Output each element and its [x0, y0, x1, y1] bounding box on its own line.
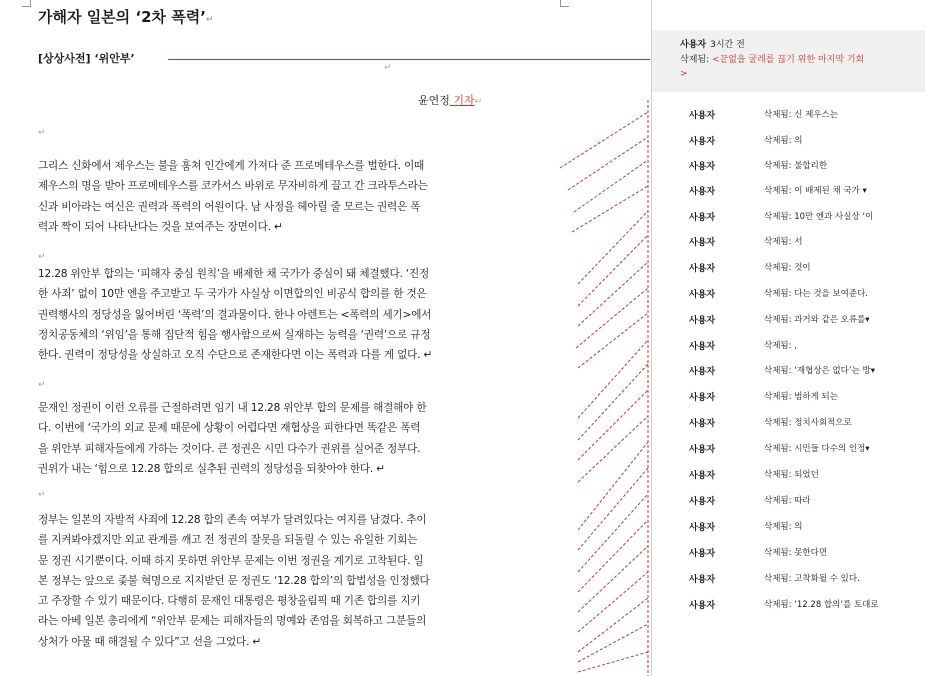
comment-balloon[interactable] — [652, 134, 925, 154]
connector-line — [578, 313, 648, 368]
comment-text: 삭제됨: 따라 — [764, 496, 811, 506]
comment-text: 삭제됨: 것이 — [764, 263, 811, 273]
comment-author: 사용자 — [689, 549, 716, 559]
text-line: 정치공동체의 ‘위임’을 통해 집단적 힘을 행사함으로써 실재하는 능력을 ‘권력’으로 규정 — [38, 328, 431, 341]
section-label[interactable]: [상상사전] ‘위안부’ — [38, 52, 135, 65]
comment-author: 사용자 — [689, 445, 716, 455]
comment-balloon[interactable] — [652, 572, 925, 592]
text-line: 그리스 신화에서 제우스는 불을 훔쳐 인간에게 가져다 준 프로메테우스를 벌한다. 이때 — [38, 160, 425, 172]
comment-author: 사용자 — [689, 316, 716, 326]
byline-author: 윤연정 — [418, 94, 450, 107]
text-line: 를 지켜봐야겠지만 외교 관계를 깨고 전 정권의 잘못을 되돌릴 수 있는 유일한 기회는 — [38, 534, 418, 547]
comment-text: 삭제됨: <끝없을 굴레를 끊기 위한 마지막 기회 > — [680, 55, 865, 79]
comment-author: 사용자 — [689, 162, 716, 172]
text-line: 제우스의 명을 받아 프로메테우스를 코카서스 바위로 무자비하게 끌고 간 크라투스라는 — [38, 180, 428, 193]
connector-line — [578, 211, 648, 284]
byline[interactable]: 윤연정 기자↵ — [418, 94, 483, 107]
comment-balloon[interactable] — [652, 313, 925, 333]
text-line: 라는 아베 일본 총리에게 “위안부 문제는 피해자들의 명예와 존엄을 회복하고 그분들의 — [38, 615, 427, 628]
paragraph-mark: ↵ — [38, 252, 46, 262]
comment-author: 사용자 — [689, 419, 716, 429]
markup-pane[interactable] — [651, 0, 925, 676]
comment-author: 사용자 — [680, 40, 707, 50]
connector-line — [578, 235, 648, 306]
comment-text: 삭제됨: 정치사회적으로 — [764, 418, 852, 428]
comment-balloon[interactable] — [652, 261, 925, 281]
inserted-text[interactable]: 기자 — [449, 94, 475, 107]
text-line: 력과 짝이 되어 나타난다는 것을 보여주는 장면이다. ↵ — [38, 220, 283, 233]
comment-author: 사용자 — [689, 213, 716, 223]
comment-author: 사용자 — [689, 342, 716, 352]
comment-author: 사용자 — [689, 264, 716, 274]
comment-text: 삭제됨: ‘재협상은 없다’는 방▾ — [764, 366, 875, 376]
text-line: 정부는 일본의 자발적 사죄에 12.28 합의 존속 여부가 달려있다는 여지를 남겼다. 추이 — [38, 514, 427, 526]
comment-balloon[interactable] — [652, 339, 925, 359]
connector-line — [578, 262, 648, 326]
text-line: 12.28 위안부 합의는 ‘피해자 중심 원칙’을 배제한 채 국가가 중심이 돼 체결했다. ‘진정 — [38, 268, 430, 280]
comment-text: 삭제됨: 고착화될 수 있다. — [764, 574, 860, 584]
comment-balloon[interactable] — [652, 468, 925, 488]
comment-balloon[interactable] — [652, 494, 925, 514]
comment-text: 삭제됨: 못한다면 — [764, 548, 828, 558]
comment-text: 삭제됨: 서 — [764, 237, 803, 247]
comment-text: 삭제됨: 범하게 되는 — [764, 392, 838, 402]
paragraph-mark: ↵ — [384, 63, 392, 73]
balloon-selected[interactable] — [652, 30, 925, 92]
comment-balloon[interactable] — [652, 210, 925, 230]
text-line: 신과 비아라는 여신은 권력과 폭력의 어원이다. 남 사정을 헤아릴 줄 모르는 권력은 폭 — [38, 200, 421, 213]
connector-line — [578, 624, 648, 662]
comment-text: 삭제됨: 의 — [764, 136, 803, 146]
connector-line — [572, 186, 648, 232]
comment-balloon[interactable] — [652, 287, 925, 307]
comment-text: 삭제됨: , — [764, 341, 797, 351]
text-line: 을 위안부 피해자들에게 가하는 것이다. 큰 정권은 시민 다수가 권위를 실어준 정부다. — [38, 442, 421, 455]
connector-line — [578, 598, 648, 652]
paragraph-mark: ↵ — [38, 490, 46, 500]
comment-balloon[interactable] — [652, 546, 925, 566]
comment-author: 사용자 — [689, 367, 716, 377]
connector-line — [578, 468, 648, 550]
connector-line — [578, 442, 648, 530]
connector-line — [574, 160, 648, 212]
comment-balloon[interactable] — [652, 442, 925, 462]
comment-author: 사용자 — [689, 575, 716, 585]
paragraph-mark: ↵ — [38, 380, 46, 390]
connector-line — [578, 364, 648, 440]
comment-text: 삭제됨: 다는 것을 보여준다. — [764, 289, 868, 299]
connector-line — [578, 494, 648, 572]
comment-balloon[interactable] — [652, 159, 925, 179]
comment-author: 사용자 — [689, 601, 716, 611]
comment-balloon[interactable] — [652, 390, 925, 410]
text-line: 문 정권 시기뿐이다. 이때 하지 못하면 위안부 문제는 이번 정권을 계기로 고착된다. 일 — [38, 554, 424, 567]
comment-author: 사용자 — [689, 187, 716, 197]
connector-line — [578, 340, 648, 418]
paragraph-mark: ↵ — [38, 128, 46, 138]
comment-author: 사용자 — [689, 393, 716, 403]
comment-text: 삭제됨: 불합리한 — [764, 161, 828, 171]
connector-line — [560, 112, 648, 168]
comment-text: 삭제됨: ‘12.28 합의’를 토대로 — [764, 600, 879, 610]
comment-balloon[interactable] — [652, 108, 925, 128]
text-line: 고 주장할 수 있기 때문이다. 다행히 문재인 대통령은 평창올림픽 때 기존 합의를 지키 — [38, 595, 421, 608]
comment-text: 삭제됨: 시민들 다수의 인정▾ — [764, 444, 870, 454]
text-line: 본 정부는 앞으로 좇불 혁명으로 지지받던 문 정권도 ‘12.28 합의’의 합법성을 인정했다 — [38, 574, 430, 587]
comment-text: 삭제됨: 이 배제된 채 국가 ▾ — [764, 186, 867, 196]
comment-author: 사용자 — [689, 111, 716, 121]
document-title[interactable]: 가해자 일본의 ‘2차 폭력’↵ — [38, 8, 214, 26]
text-line: 한 사죄’ 없이 10만 엔을 주고받고 두 국가가 사실상 이면합의인 비공식 합의를 한 것은 — [38, 288, 427, 301]
comment-balloon[interactable] — [652, 235, 925, 255]
comment-balloon[interactable] — [652, 184, 925, 204]
text-line: 권위가 내는 ‘힘으로 12.28 합의로 실추된 권력의 정당성을 되찾아야 한다. ↵ — [38, 462, 385, 475]
text-line: 상처가 아물 때 해결될 수 있다”고 선을 그었다. ↵ — [38, 635, 262, 648]
comment-author: 사용자 — [689, 471, 716, 481]
text-line: 문재인 정권이 이런 오류를 근절하려면 임기 내 12.28 위안부 합의 문제를 해결해야 한 — [38, 402, 427, 414]
comment-author: 사용자 — [689, 523, 716, 533]
comment-text: 삭제됨: 되었던 — [764, 470, 819, 480]
comment-author: 사용자 — [689, 137, 716, 147]
comment-balloon[interactable] — [652, 598, 925, 618]
connector-line — [568, 137, 648, 190]
comment-author: 사용자 — [689, 290, 716, 300]
text-line: 다. 이번에 ‘국가의 외교 문제 때문에 상황이 어렵다면 재협상을 피한다면 똑같은 폭력 — [38, 422, 421, 435]
connector-line — [578, 652, 648, 672]
comment-author: 사용자 — [689, 238, 716, 248]
comment-author: 사용자 — [689, 497, 716, 507]
text-line: 권력행사의 정당성을 잃어버린 ‘폭력’의 결과물이다. 한나 아렌트는 <폭력의 세기>에서 — [38, 308, 432, 321]
comment-time: 3시간 전 — [710, 40, 745, 50]
comment-text: 삭제됨: 10만 엔과 사실상 ‘이 — [764, 212, 874, 222]
comment-balloon[interactable] — [652, 520, 925, 540]
comment-balloon[interactable] — [652, 364, 925, 384]
comment-balloon[interactable] — [652, 416, 925, 436]
comment-text: 삭제됨: 의 — [764, 522, 803, 532]
comment-text: 삭제됨: 신 제우스는 — [764, 110, 838, 120]
text-line: 한다. 권력이 정당성을 상실하고 오직 수단으로 존재한다면 이는 폭력과 다를 게 없다. ↵ — [38, 349, 433, 362]
comment-text: 삭제됨: 과거와 같은 오류를▾ — [764, 315, 870, 325]
